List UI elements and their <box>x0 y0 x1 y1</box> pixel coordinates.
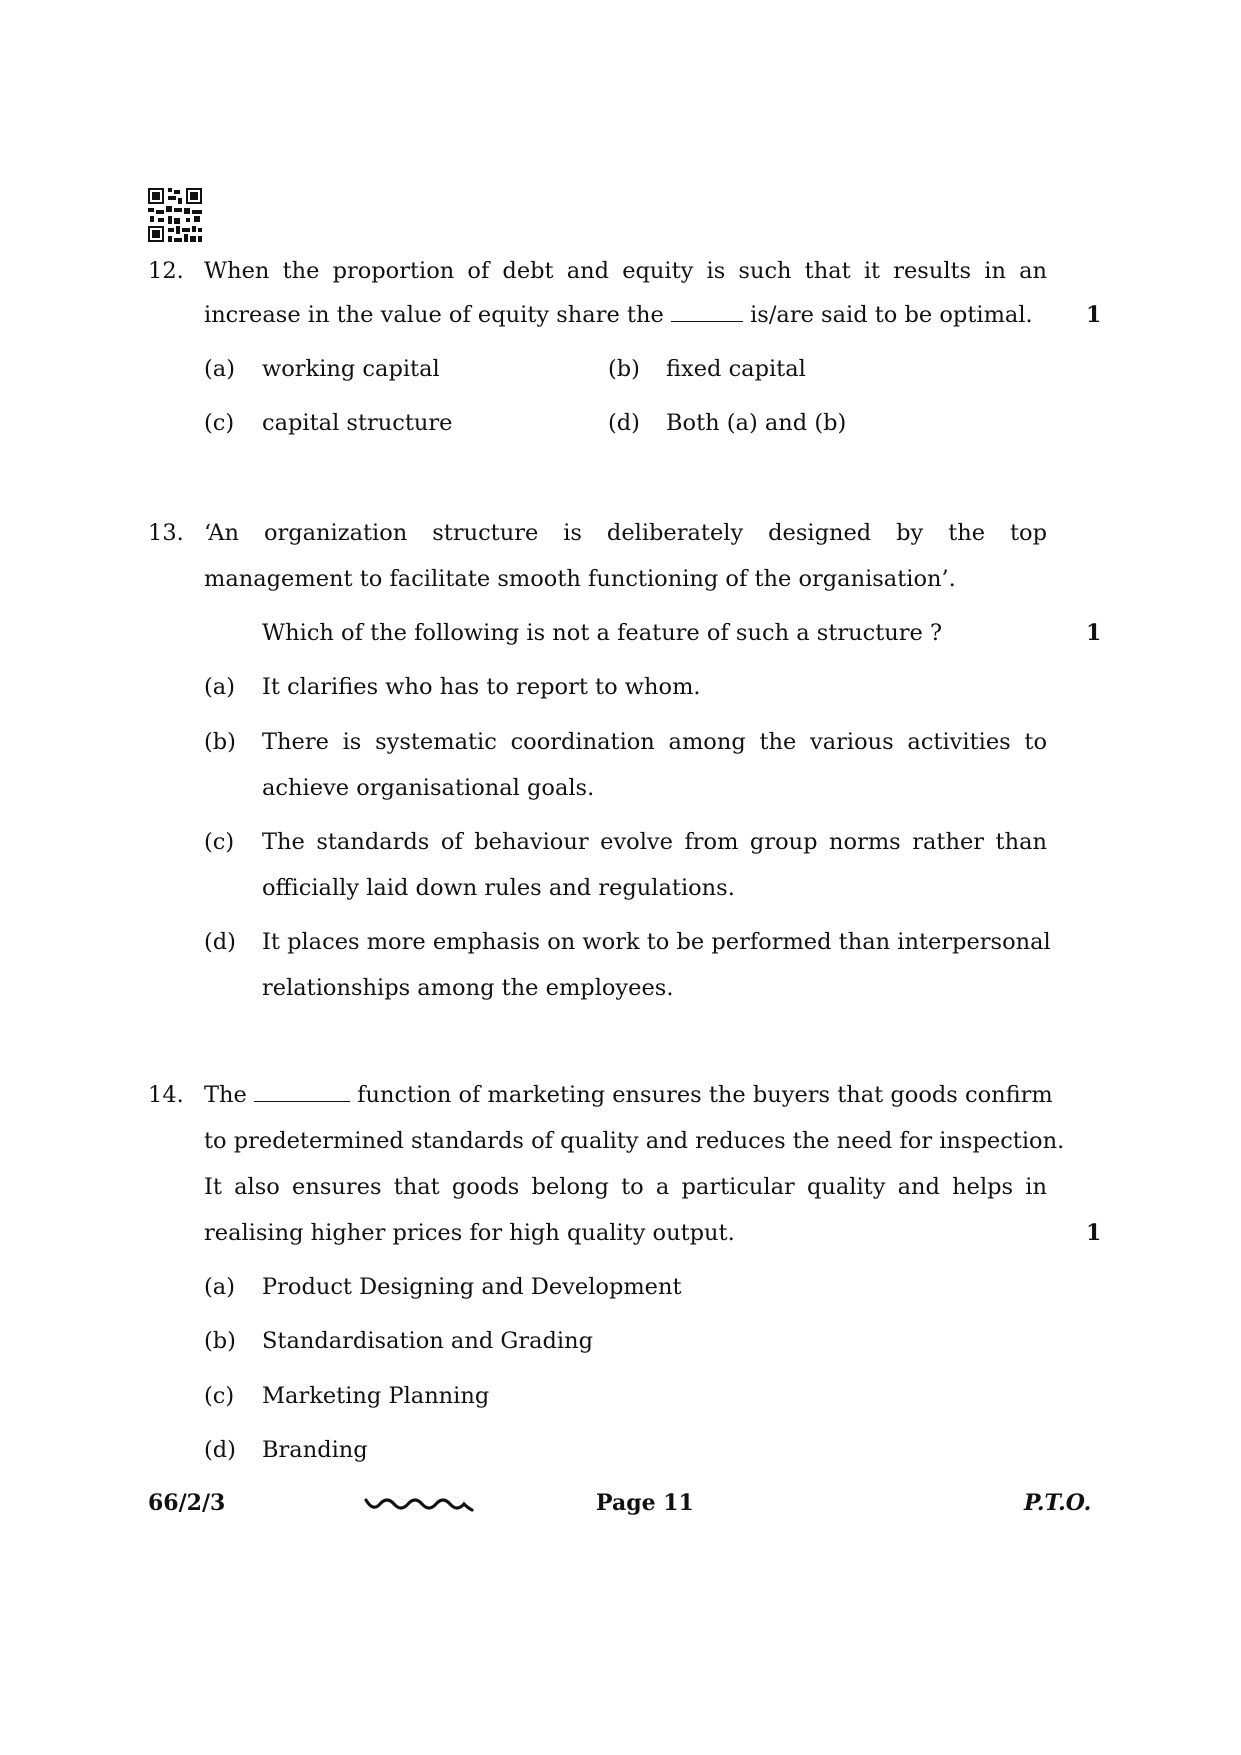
pto-label: P.T.O. <box>1024 1490 1092 1516</box>
option-label: (c) <box>204 1383 235 1409</box>
question-number: 12. <box>148 258 184 284</box>
stem-text: function of marketing ensures the buyers that goods confirm <box>357 1082 1053 1108</box>
option-text: The standards of behaviour evolve from group norms rather than <box>262 829 1047 855</box>
stem-text: increase in the value of equity share the <box>204 302 664 328</box>
question-stem-line: realising higher prices for high quality output. <box>204 1220 735 1246</box>
question-stem-line <box>204 1080 1053 1110</box>
stem-text: is/are said to be optimal. <box>750 302 1033 328</box>
sub-question: Which of the following is not a feature of such a structure ? <box>262 620 943 646</box>
question-stem-line: to predetermined standards of quality and reduces the need for inspection. <box>204 1128 1065 1154</box>
option-text: working capital <box>262 356 440 382</box>
option-text: Branding <box>262 1437 368 1463</box>
option-text: Product Designing and Development <box>262 1274 682 1300</box>
option-label: (c) <box>204 410 235 436</box>
question-number: 14. <box>148 1082 184 1108</box>
option-text: relationships among the employees. <box>262 975 674 1001</box>
option-text: There is systematic coordination among the various activities to <box>262 729 1047 755</box>
stem-text: The <box>204 1082 247 1108</box>
marks-label: 1 <box>1086 302 1102 328</box>
option-text: achieve organisational goals. <box>262 775 595 801</box>
option-text: It clarifies who has to report to whom. <box>262 674 701 700</box>
option-label: (c) <box>204 829 235 855</box>
option-text: capital structure <box>262 410 453 436</box>
option-label: (b) <box>204 729 236 755</box>
option-label: (a) <box>204 1274 235 1300</box>
option-label: (d) <box>608 410 640 436</box>
option-label: (d) <box>204 929 236 955</box>
option-text: officially laid down rules and regulations. <box>262 875 735 901</box>
option-label: (b) <box>608 356 640 382</box>
wave-ornament-icon <box>364 1494 474 1514</box>
marks-label: 1 <box>1086 620 1102 646</box>
question-stem-line <box>204 300 1033 330</box>
question-stem-line: management to facilitate smooth functioning of the organisation’. <box>204 566 956 592</box>
option-text: Standardisation and Grading <box>262 1328 594 1354</box>
option-text: fixed capital <box>666 356 806 382</box>
option-text: Both (a) and (b) <box>666 410 847 436</box>
option-label: (b) <box>204 1328 236 1354</box>
question-stem-line: ‘An organization structure is deliberately designed by the top <box>204 520 1047 546</box>
marks-label: 1 <box>1086 1220 1102 1246</box>
qr-code-icon <box>148 188 202 242</box>
fill-blank <box>671 301 743 322</box>
option-label: (d) <box>204 1437 236 1463</box>
fill-blank <box>254 1081 350 1102</box>
option-text: Marketing Planning <box>262 1383 490 1409</box>
question-number: 13. <box>148 520 184 546</box>
paper-code: 66/2/3 <box>148 1490 226 1516</box>
option-label: (a) <box>204 674 235 700</box>
question-stem-line: It also ensures that goods belong to a particular quality and helps in <box>204 1174 1047 1200</box>
page-number: Page 11 <box>596 1490 694 1516</box>
option-label: (a) <box>204 356 235 382</box>
question-stem-line: When the proportion of debt and equity is such that it results in an <box>204 258 1047 284</box>
option-text: It places more emphasis on work to be performed than interpersonal <box>262 929 1051 955</box>
